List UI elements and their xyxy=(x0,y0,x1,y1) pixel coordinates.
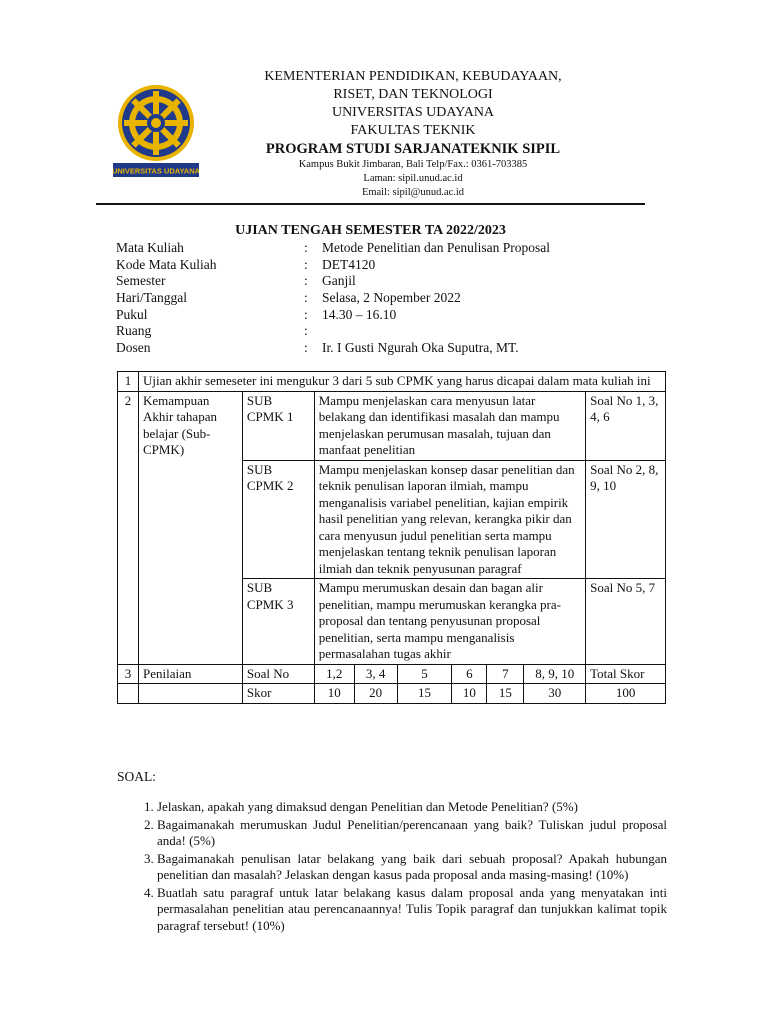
info-colon: : xyxy=(304,256,308,272)
sub-cpmk-code: SUB CPMK 1 xyxy=(242,391,314,460)
header-line: RISET, DAN TEKNOLOGI xyxy=(333,87,493,102)
table-row xyxy=(118,372,666,392)
email: Email: sipil@unud.ac.id xyxy=(361,187,465,198)
info-colon: : xyxy=(304,290,308,306)
question-group: 1,2 xyxy=(314,664,354,684)
total-score-label: Total Skor xyxy=(586,664,666,684)
questions-heading: SOAL: xyxy=(117,769,157,784)
info-label: Mata Kuliah xyxy=(116,240,184,255)
sub-cpmk-questions: Soal No 2, 8, 9, 10 xyxy=(586,460,666,579)
assessment-label: Penilaian xyxy=(138,664,242,684)
question-item: 4. Buatlah satu paragraf untuk latar belakang kasus dalam proposal anda yang menyatakan inti permasalahan penelitian atau perencanaannya! Tulis Topik paragraf dan tunjukkan kalimat topik paragraf tersebut! (10%) xyxy=(157,885,667,935)
sub-cpmk-questions: Soal No 1, 3, 4, 6 xyxy=(586,391,666,460)
empty-cell xyxy=(138,684,242,704)
info-colon: : xyxy=(304,273,308,289)
sub-cpmk-code: SUB CPMK 3 xyxy=(242,579,314,665)
question-item: 1. Jelaskan, apakah yang dimaksud dengan Penelitian dan Metode Penelitian? (5%) xyxy=(157,799,667,816)
logo-text: UNIVERSITAS UDAYANA xyxy=(113,166,199,176)
info-value: Ganjil xyxy=(322,273,356,289)
exam-info xyxy=(116,240,656,357)
sub-cpmk-description: Mampu menjelaskan konsep dasar penelitian dan teknik penulisan laporan ilmiah, mampu menganalisis variabel penelitian, kajian empirik hasil penelitian yang relevan, kerangka pikir dan cara menyusun judul penelitian serta mampu menjelaskan tentang teknik penulisan laporan ilmiah dan teknik penyusunan paragraf xyxy=(314,460,585,579)
score-value: 15 xyxy=(487,684,524,704)
letterhead xyxy=(230,68,596,200)
info-value: Ir. I Gusti Ngurah Oka Suputra, MT. xyxy=(322,340,519,356)
info-label: Dosen xyxy=(116,340,151,356)
info-value: 14.30 – 16.10 xyxy=(322,306,397,322)
question-number-label: Soal No xyxy=(242,664,314,684)
question-group: 3, 4 xyxy=(354,664,397,684)
sub-cpmk-description: Mampu merumuskan desain dan bagan alir penelitian, mampu merumuskan kerangka pra-proposal dan tentang penyusunan proposal penelitian, serta mampu menganalisis permasalahan tugas akhir xyxy=(314,579,585,665)
university-logo xyxy=(113,83,199,178)
question-list xyxy=(117,799,667,935)
cpmk-table xyxy=(117,371,666,704)
empty-cell xyxy=(118,684,139,704)
table-row xyxy=(118,684,666,704)
question-group: 8, 9, 10 xyxy=(524,664,586,684)
table-row xyxy=(118,391,666,460)
info-label: Ruang xyxy=(116,323,152,339)
header-divider xyxy=(96,203,645,205)
info-row xyxy=(116,340,656,357)
info-row xyxy=(116,290,656,307)
info-value: Selasa, 2 Nopember 2022 xyxy=(322,290,461,306)
info-colon: : xyxy=(304,340,308,356)
info-colon: : xyxy=(304,240,308,255)
row-number: 3 xyxy=(118,664,139,684)
info-label: Hari/Tanggal xyxy=(116,290,188,306)
table-intro-text: Ujian akhir semeseter ini mengukur 3 dari 5 sub CPMK yang harus dicapai dalam mata kuliah ini xyxy=(138,372,665,392)
score-value: 20 xyxy=(354,684,397,704)
info-label: Kode Mata Kuliah xyxy=(116,256,217,272)
header-line: UNIVERSITAS UDAYANA xyxy=(331,105,495,120)
sub-cpmk-description: Mampu menjelaskan cara menyusun latar belakang dan identifikasi masalah dan mampu menjelaskan perumusan masalah, tujuan dan manfaat penelitian xyxy=(314,391,585,460)
info-value: DET4120 xyxy=(322,256,376,272)
row-number: 1 xyxy=(118,372,139,392)
score-value: 15 xyxy=(397,684,452,704)
question-item: 3. Bagaimanakah penulisan latar belakang yang baik dari sebuah proposal? Apakah hubungan penelitian dan masalah? Jelaskan dengan kasus pada proposal anda masing-masing! (10%) xyxy=(157,851,667,884)
row-number: 2 xyxy=(118,391,139,664)
score-value: 10 xyxy=(452,684,487,704)
header-line: KEMENTERIAN PENDIDIKAN, KEBUDAYAAN, xyxy=(264,69,562,84)
address: Kampus Bukit Jimbaran, Bali Telp/Fax.: 0361-703385 xyxy=(298,159,528,170)
exam-title: UJIAN TENGAH SEMESTER TA 2022/2023 xyxy=(235,223,506,238)
info-row xyxy=(116,273,656,290)
sub-cpmk-code: SUB CPMK 2 xyxy=(242,460,314,579)
question-group: 7 xyxy=(487,664,524,684)
info-row xyxy=(116,257,656,274)
info-colon: : xyxy=(304,323,308,339)
question-group: 5 xyxy=(397,664,452,684)
info-label: Pukul xyxy=(116,306,148,322)
info-row xyxy=(116,307,656,324)
info-label: Semester xyxy=(116,273,166,289)
question-item: 2. Bagaimanakah merumuskan Judul Penelitian/perencanaan yang baik? Tuliskan judul proposal anda! (5%) xyxy=(157,817,667,850)
score-label: Skor xyxy=(242,684,314,704)
sub-cpmk-label: Kemampuan Akhir tahapan belajar (Sub-CPMK) xyxy=(138,391,242,664)
info-row xyxy=(116,323,656,340)
score-value: 30 xyxy=(524,684,586,704)
info-colon: : xyxy=(304,306,308,322)
header-line: FAKULTAS TEKNIK xyxy=(350,123,476,138)
program-name: PROGRAM STUDI SARJANATEKNIK SIPIL xyxy=(265,141,561,157)
score-value: 10 xyxy=(314,684,354,704)
question-group: 6 xyxy=(452,664,487,684)
info-row xyxy=(116,240,656,257)
total-score-value: 100 xyxy=(586,684,666,704)
info-value: Metode Penelitian dan Penulisan Proposal xyxy=(322,240,550,255)
website: Laman: sipil.unud.ac.id xyxy=(363,173,463,184)
sub-cpmk-questions: Soal No 5, 7 xyxy=(586,579,666,665)
table-row xyxy=(118,664,666,684)
